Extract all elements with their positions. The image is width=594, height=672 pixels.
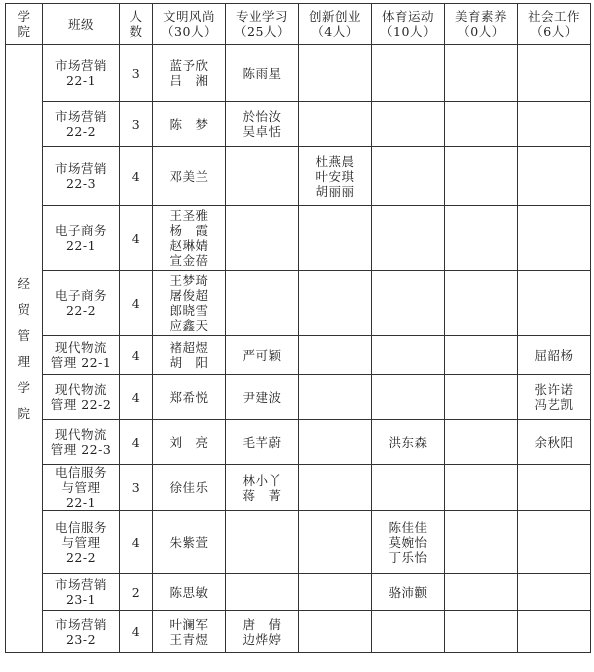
study-cell: [226, 611, 299, 653]
study-cell: [226, 574, 299, 611]
class-name-line: 电信服务: [54, 519, 107, 535]
count-cell: 4: [120, 611, 153, 653]
student-name: 陈思敏: [169, 584, 209, 600]
civility-cell: [153, 375, 226, 420]
student-name: 陈 梦: [169, 116, 209, 132]
header-category-name: 美育素养: [454, 9, 507, 24]
table-row: [6, 45, 591, 102]
student-name: 唐 倩: [242, 616, 282, 632]
class-name-line: 22-1: [65, 495, 97, 510]
student-name: 胡 阳: [169, 355, 209, 370]
class-name-line: 市场营销: [54, 577, 107, 592]
student-name: 蒋 菁: [242, 487, 282, 503]
count-cell: 4: [120, 420, 153, 465]
student-name: 杨 霞: [169, 223, 209, 238]
count-cell: 3: [120, 465, 153, 511]
count-cell: 4: [120, 336, 153, 375]
class-name-line: 市场营销: [54, 161, 107, 176]
header-study: [226, 4, 299, 45]
civility-cell: [153, 45, 226, 102]
student-name: 刘 亮: [169, 434, 209, 450]
count-cell: 3: [120, 102, 153, 147]
social-work-cell: [518, 465, 591, 511]
student-name: 屠俊超: [169, 288, 209, 303]
study-cell: [226, 375, 299, 420]
arts-cell: [445, 206, 518, 271]
social-work-cell: [518, 206, 591, 271]
innovation-cell: [299, 511, 372, 574]
study-cell: [226, 336, 299, 375]
header-category-quota: （25人）: [234, 24, 290, 39]
table-row: [6, 147, 591, 206]
count-cell: 2: [120, 574, 153, 611]
civility-cell: [153, 206, 226, 271]
table-row: [6, 271, 591, 336]
count-cell: 4: [120, 375, 153, 420]
header-category-name: 体育运动: [381, 9, 434, 24]
college-name-char: 管: [17, 327, 31, 343]
innovation-cell: [299, 336, 372, 375]
table-row: [6, 375, 591, 420]
college-name-char: 院: [17, 405, 31, 421]
class-cell: [43, 147, 120, 206]
header-innovation: [299, 4, 372, 45]
class-cell: [43, 574, 120, 611]
civility-cell: [153, 420, 226, 465]
class-cell: [43, 420, 120, 465]
study-cell: [226, 147, 299, 206]
header-category-name: 社会工作: [527, 9, 580, 24]
class-name-line: 管理 22-1: [50, 355, 112, 370]
header-count-char: 数: [129, 24, 143, 39]
header-sports: [372, 4, 445, 45]
student-name: 宣金蓓: [169, 253, 209, 268]
social-work-cell: [518, 420, 591, 465]
social-work-cell: [518, 574, 591, 611]
student-name: 陈雨星: [242, 65, 282, 81]
header-category-quota: （10人）: [380, 24, 436, 39]
table-row: [6, 206, 591, 271]
class-name-line: 23-2: [65, 631, 97, 647]
innovation-cell: [299, 611, 372, 653]
student-name: 陈佳佳: [388, 519, 428, 535]
class-name-line: 市场营销: [54, 109, 107, 124]
header-category-name: 文明风尚: [162, 9, 215, 24]
sports-cell: [372, 336, 445, 375]
sports-cell: [372, 271, 445, 336]
header-row: [6, 4, 591, 45]
class-cell: [43, 102, 120, 147]
table-row: [6, 420, 591, 465]
social-work-cell: [518, 147, 591, 206]
header-college: [6, 4, 43, 45]
header-arts: [445, 4, 518, 45]
class-name-line: 22-2: [65, 124, 97, 139]
civility-cell: [153, 102, 226, 147]
student-name: 丁乐怡: [388, 549, 428, 565]
arts-cell: [445, 375, 518, 420]
arts-cell: [445, 465, 518, 511]
study-cell: [226, 511, 299, 574]
innovation-cell: [299, 574, 372, 611]
innovation-cell: [299, 147, 372, 206]
arts-cell: [445, 611, 518, 653]
table-body: [6, 4, 591, 653]
arts-cell: [445, 102, 518, 147]
class-name-line: 电信服务: [54, 465, 107, 480]
social-work-cell: [518, 511, 591, 574]
student-name: 林小丫: [242, 472, 282, 488]
class-name-line: 与管理: [61, 534, 101, 550]
innovation-cell: [299, 271, 372, 336]
class-name-line: 市场营销: [54, 616, 107, 632]
arts-cell: [445, 271, 518, 336]
college-name-cell: [6, 45, 43, 653]
class-cell: [43, 336, 120, 375]
student-name: 王梦琦: [169, 273, 209, 288]
class-name-line: 22-1: [65, 238, 97, 253]
class-cell: [43, 271, 120, 336]
header-count: [120, 4, 153, 45]
student-name: 赵琳婧: [169, 238, 209, 253]
civility-cell: [153, 147, 226, 206]
header-category-name: 创新创业: [308, 9, 361, 24]
count-cell: 4: [120, 271, 153, 336]
study-cell: [226, 465, 299, 511]
header-class: 班级: [43, 4, 120, 45]
sports-cell: [372, 465, 445, 511]
student-name: 边烨婷: [242, 631, 282, 647]
header-count-char: 人: [129, 9, 143, 24]
civility-cell: [153, 511, 226, 574]
civility-cell: [153, 336, 226, 375]
header-college-char: 学: [17, 9, 31, 24]
class-name-line: 22-3: [65, 176, 97, 191]
arts-cell: [445, 574, 518, 611]
civility-cell: [153, 271, 226, 336]
study-cell: [226, 102, 299, 147]
social-work-cell: [518, 611, 591, 653]
innovation-cell: [299, 102, 372, 147]
sports-cell: [372, 420, 445, 465]
social-work-cell: [518, 102, 591, 147]
innovation-cell: [299, 375, 372, 420]
count-cell: 4: [120, 511, 153, 574]
class-name-line: 22-2: [65, 303, 97, 318]
class-cell: [43, 375, 120, 420]
innovation-cell: [299, 465, 372, 511]
innovation-cell: [299, 420, 372, 465]
sports-cell: [372, 375, 445, 420]
table-row: [6, 465, 591, 511]
student-name: 应鑫天: [169, 318, 209, 333]
student-name: 杜燕晨: [315, 153, 355, 169]
sports-cell: [372, 611, 445, 653]
student-name: 骆沛颧: [388, 584, 428, 600]
social-work-cell: [518, 271, 591, 336]
header-category-quota: （30人）: [161, 24, 217, 39]
arts-cell: [445, 511, 518, 574]
header-category-quota: （4人）: [311, 24, 359, 39]
student-name: 吕 湘: [169, 73, 209, 88]
student-name: 屈韶杨: [534, 347, 574, 363]
class-cell: [43, 511, 120, 574]
social-work-cell: [518, 45, 591, 102]
student-name: 褚超煜: [169, 340, 209, 355]
arts-cell: [445, 45, 518, 102]
class-name-line: 与管理: [61, 480, 101, 495]
student-name: 郑希悦: [169, 389, 209, 405]
student-name: 严可颖: [242, 347, 282, 363]
sports-cell: [372, 511, 445, 574]
count-cell: 3: [120, 45, 153, 102]
class-name-line: 现代物流: [54, 382, 107, 397]
award-table: [5, 3, 591, 653]
sports-cell: [372, 206, 445, 271]
sports-cell: [372, 102, 445, 147]
student-name: 张许诺: [534, 382, 574, 397]
arts-cell: [445, 336, 518, 375]
class-cell: [43, 465, 120, 511]
college-name-char: 经: [17, 275, 31, 291]
class-name-line: 现代物流: [54, 427, 107, 442]
count-cell: 4: [120, 147, 153, 206]
count-cell: 4: [120, 206, 153, 271]
college-name-char: 理: [17, 353, 31, 369]
table-row: [6, 336, 591, 375]
study-cell: [226, 271, 299, 336]
college-name-char: 贸: [17, 301, 31, 317]
student-name: 余秋阳: [534, 434, 574, 450]
student-name: 冯艺凯: [534, 397, 574, 412]
table-row: [6, 574, 591, 611]
class-name-line: 管理 22-2: [50, 397, 112, 412]
student-name: 叶安琪: [315, 168, 355, 184]
innovation-cell: [299, 45, 372, 102]
student-name: 洪东森: [388, 434, 428, 450]
student-name: 郎晓雪: [169, 303, 209, 318]
student-name: 胡丽丽: [315, 183, 355, 199]
civility-cell: [153, 611, 226, 653]
student-name: 蓝予欣: [169, 58, 209, 73]
social-work-cell: [518, 375, 591, 420]
class-name-line: 现代物流: [54, 340, 107, 355]
class-cell: [43, 611, 120, 653]
student-name: 朱紫萱: [169, 534, 209, 550]
student-name: 毛芊蔚: [242, 434, 282, 450]
innovation-cell: [299, 206, 372, 271]
class-name-line: 22-2: [65, 549, 97, 565]
header-social-work: [518, 4, 591, 45]
student-name: 於怡汝: [242, 109, 282, 124]
arts-cell: [445, 147, 518, 206]
table-row: [6, 102, 591, 147]
class-name-line: 市场营销: [54, 58, 107, 73]
class-cell: [43, 206, 120, 271]
header-civility: [153, 4, 226, 45]
social-work-cell: [518, 336, 591, 375]
study-cell: [226, 420, 299, 465]
class-name-line: 22-1: [65, 73, 97, 88]
study-cell: [226, 45, 299, 102]
student-name: 叶澜军: [169, 616, 209, 632]
class-cell: [43, 45, 120, 102]
sports-cell: [372, 45, 445, 102]
class-name-line: 电子商务: [54, 223, 107, 238]
header-college-char: 院: [17, 24, 31, 39]
student-name: 王青煜: [169, 631, 209, 647]
arts-cell: [445, 420, 518, 465]
table-row: [6, 611, 591, 653]
sports-cell: [372, 574, 445, 611]
civility-cell: [153, 465, 226, 511]
class-name-line: 23-1: [65, 592, 97, 607]
student-name: 徐佳乐: [169, 480, 209, 495]
header-category-quota: （6人）: [530, 24, 578, 39]
study-cell: [226, 206, 299, 271]
student-name: 吴卓恬: [242, 124, 282, 139]
student-name: 尹建波: [242, 389, 282, 405]
header-category-quota: （0人）: [457, 24, 505, 39]
table-row: [6, 511, 591, 574]
student-name: 莫婉怡: [388, 534, 428, 550]
sports-cell: [372, 147, 445, 206]
class-name-line: 管理 22-3: [50, 442, 112, 457]
student-name: 王圣雅: [169, 208, 209, 223]
header-category-name: 专业学习: [235, 9, 288, 24]
class-name-line: 电子商务: [54, 288, 107, 303]
college-name-char: 学: [17, 379, 31, 395]
civility-cell: [153, 574, 226, 611]
student-name: 邓美兰: [169, 168, 209, 184]
